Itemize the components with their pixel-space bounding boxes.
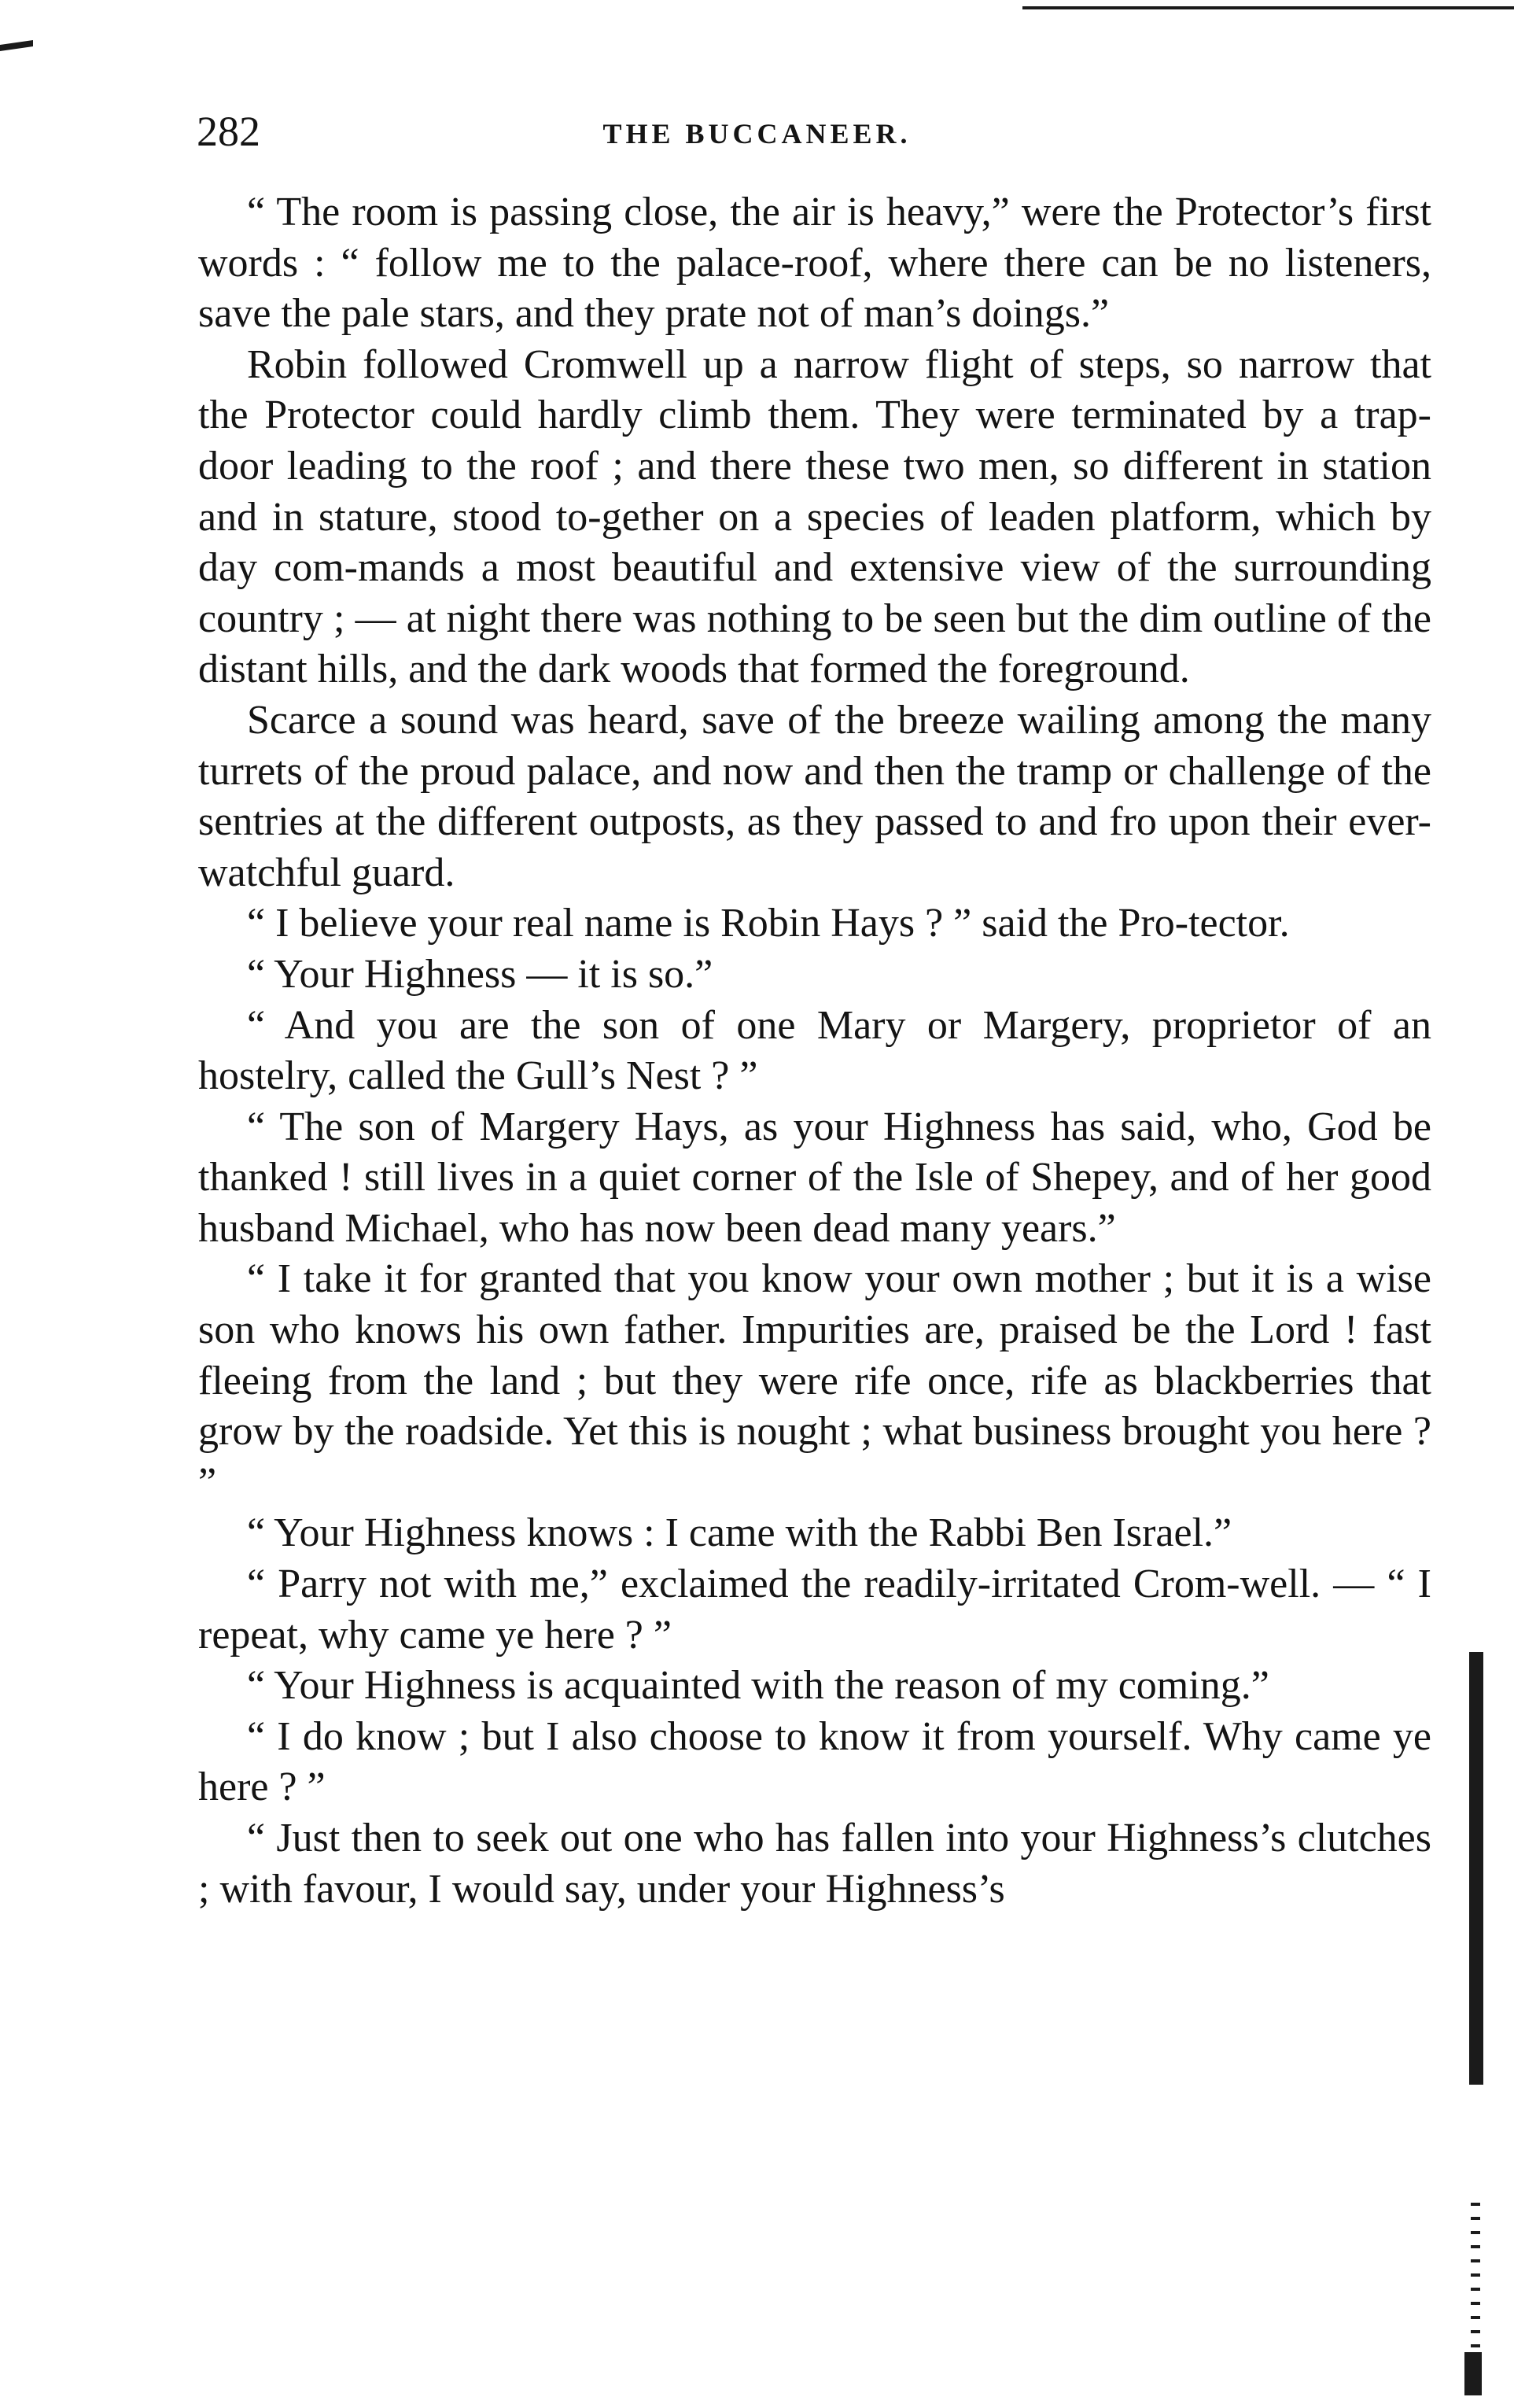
body-text <box>198 187 1431 1915</box>
paragraph: “ I believe your real name is Robin Hays ? ” said the Pro-tector. <box>247 901 1290 946</box>
paragraph: “ I take it for granted that you know your own mother ; but it is a wise son who knows his own father. Impurities are, praised be the Lord ! fast fleeing from the land ; but they were rife once, rife as blackberries that grow by the roadside. Yet this is nought ; what business brought you here ? ” <box>198 1256 1431 1505</box>
running-title: THE BUCCANEER. <box>602 118 912 149</box>
paragraph: “ And you are the son of one Mary or Margery, proprietor of an hostelry, called the Gull’s Nest ? ” <box>198 1002 1431 1099</box>
paragraph: “ Parry not with me,” exclaimed the readily-irritated Crom-well. — “ I repeat, why came ye here ? ” <box>198 1562 1431 1658</box>
paragraph: “ The son of Margery Hays, as your Highness has said, who, God be thanked ! still lives in a quiet corner of the Isle of Shepey, and of her good husband Michael, who has now been dead many years.” <box>198 1104 1431 1251</box>
paragraph: “ Just then to seek out one who has fallen into your Highness’s clutches ; with favour, I would say, under your Highness’s <box>198 1816 1431 1912</box>
paragraph: “ Your Highness is acquainted with the reason of my coming.” <box>247 1663 1269 1709</box>
top-rule <box>1022 6 1514 9</box>
page-edge-shadow <box>1469 1652 1483 2085</box>
paragraph: “ The room is passing close, the air is heavy,” were the Protector’s first words : “ follow me to the palace-roof, where there can be no listeners, save the pale stars, and they prate not of man’s doings.” <box>198 190 1431 337</box>
paragraph: “ Your Highness — it is so.” <box>247 951 713 997</box>
scan-mark <box>0 40 33 51</box>
paragraph: “ I do know ; but I also choose to know it from yourself. Why came ye here ? ” <box>198 1713 1431 1810</box>
paragraph: Robin followed Cromwell up a narrow flight of steps, so narrow that the Protector could hardly climb them. They were terminated by a trap-door leading to the roof ; and there these two men, so different in station and in stature, stood to-gether on a species of leaden platform, which by day com-mands a most beautiful and extensive view of the surrounding country ; — at night there was nothing to be seen but the dim outline of the distant hills, and the dark woods that formed the foreground. <box>198 341 1431 692</box>
paragraph: Scarce a sound was heard, save of the breeze wailing among the many turrets of the proud palace, and now and then the tramp or challenge of the sentries at the different outposts, as they passed to and fro upon their ever-watchful guard. <box>198 697 1431 895</box>
paragraph: “ Your Highness knows : I came with the Rabbi Ben Israel.” <box>247 1510 1232 1556</box>
page-number: 282 <box>197 108 260 155</box>
page-edge-mark <box>1464 2352 1482 2395</box>
